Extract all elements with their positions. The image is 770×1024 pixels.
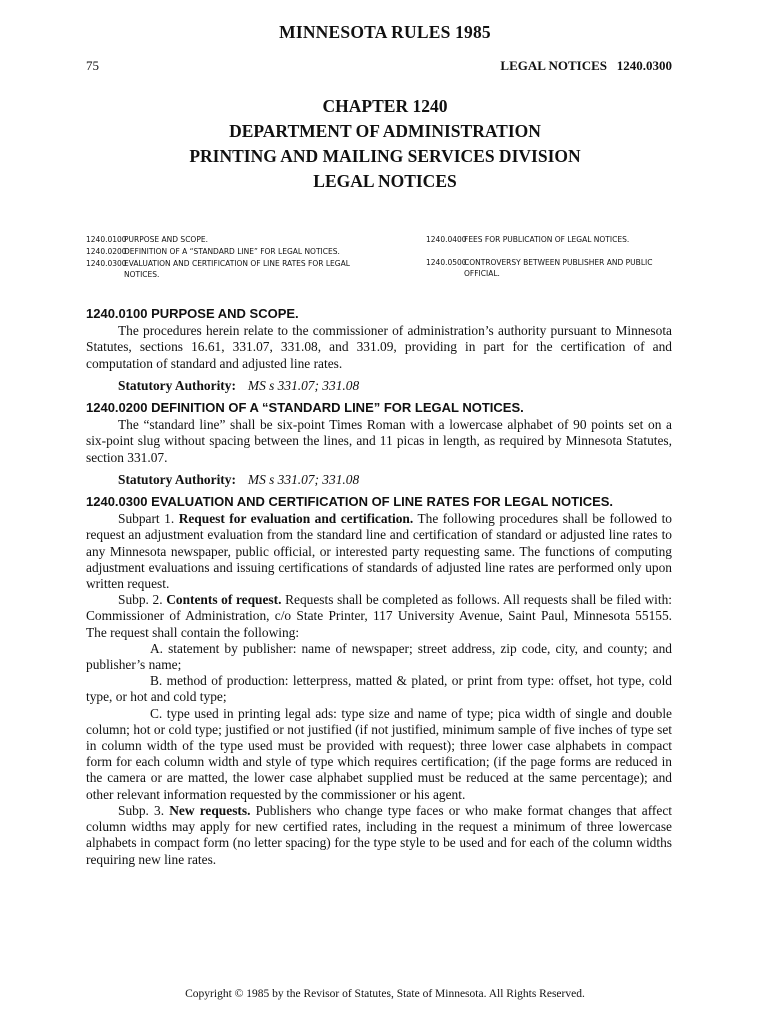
chapter-heading: [0, 94, 770, 194]
statutory-authority: [118, 378, 672, 394]
page-number: 75: [86, 58, 99, 73]
chapter-division: PRINTING AND MAILING SERVICES DIVISION: [189, 146, 581, 166]
toc-entry-number: 1240.0400: [426, 235, 467, 244]
copyright-footer: Copyright © 1985 by the Revisor of Statutes, State of Minnesota. All Rights Reserved.: [185, 988, 585, 1000]
toc-entry-title: CONTROVERSY BETWEEN PUBLISHER AND PUBLIC OFFICIAL.: [464, 258, 653, 278]
section-heading-0300: 1240.0300 EVALUATION AND CERTIFICATION OF LINE RATES FOR LEGAL NOTICES.: [86, 494, 614, 510]
authority-label: Statutory Authority:: [118, 377, 236, 393]
toc-entry: [86, 246, 376, 257]
authority-value: MS s 331.07; 331.08: [247, 377, 360, 393]
subpart-3-text: Publishers who change type faces or who make format changes that affect column widths may apply for new certified rates, including in the request a minimum of three lowercase alphabets in compact form (no letter spacing) for the type style to be used and for each of the column widths requiring new line rates.: [86, 802, 673, 867]
subpart-1: [86, 511, 672, 592]
rules-body: [86, 302, 672, 868]
statutory-authority: [118, 472, 672, 488]
authority-label: Statutory Authority:: [118, 471, 236, 487]
toc-left-column: [86, 234, 376, 281]
authority-value: MS s 331.07; 331.08: [247, 471, 360, 487]
subpart-3: [86, 803, 672, 868]
section-heading-0200: 1240.0200 DEFINITION OF A “STANDARD LINE” FOR LEGAL NOTICES.: [86, 400, 524, 416]
chapter-department: DEPARTMENT OF ADMINISTRATION: [229, 121, 541, 141]
subpart-3-title: New requests.: [169, 802, 251, 818]
toc-entry-title: PURPOSE AND SCOPE.: [124, 235, 208, 244]
toc-entry-title: DEFINITION OF A “STANDARD LINE” FOR LEGAL NOTICES.: [124, 247, 340, 256]
subpart-2-text: Requests shall be completed as follows. All requests shall be filed with: Commissioner of Administration, c/o State Printer, 117 University Avenue, Saint Paul, Minnesota 55155. The request shall contain the following:: [86, 592, 672, 640]
toc-entry: [86, 234, 376, 245]
toc-entry-number: 1240.0500: [426, 258, 467, 267]
toc-entry: [426, 234, 672, 245]
section-label: LEGAL NOTICES 1240.0300: [500, 58, 672, 73]
section-text-0200: The “standard line” shall be six-point Times Roman with a lowercase alphabet of 90 points set on a six-point slug without spacing between the lines, and 11 picas in length, as required by Minnesota Statutes, section 331.07.: [86, 417, 672, 465]
toc-entry-title: EVALUATION AND CERTIFICATION OF LINE RATES FOR LEGAL NOTICES.: [124, 259, 350, 279]
subpart-2-title: Contents of request.: [166, 592, 282, 608]
chapter-number: CHAPTER 1240: [322, 96, 448, 116]
item-a: A. statement by publisher: name of newspaper; street address, zip code, city, and county; and publisher’s name;: [86, 640, 672, 673]
item-c: C. type used in printing legal ads: type size and name of type; pica width of single and double column; hot or cold type; justified or not justified (if not justified, minimum sample of five inches of type set in column width of the type used must be provided with request); three lower case alphabets in compact form for each column width and style of type which requires certification; (if the page forms are reduced in the camera or are matted, the lower case alphabet supplied must be reduced at the same percentage); and other relevant information requested by the commissioner or his agent.: [86, 705, 672, 802]
subpart-1-label: Subpart 1.: [118, 511, 175, 527]
section-text-0100: The procedures herein relate to the commissioner of administration’s authority pursuant to Minnesota Statutes, sections 16.61, 331.07, 331.08, and 331.09, providing in part for the certification of and computation of standard and adjusted line rates.: [86, 323, 672, 371]
toc-entry: [426, 257, 672, 279]
subpart-3-label: Subp. 3.: [118, 802, 165, 818]
toc-entry-number: 1240.0100: [86, 235, 127, 244]
subpart-1-title: Request for evaluation and certification.: [178, 511, 414, 527]
section-heading-0100: 1240.0100 PURPOSE AND SCOPE.: [86, 306, 299, 321]
toc-entry-number: 1240.0300: [86, 259, 127, 268]
toc-entry: [86, 258, 376, 280]
running-title: MINNESOTA RULES 1985: [279, 22, 491, 42]
subpart-1-text: The following procedures shall be followed to request an adjustment evaluation from the standard line and certification of standard or adjusted line rates to any Minnesota newspaper, public official, or interested party requesting same. The functions of computing adjustment evaluations and issuing certifications of standards of adjusted line rates are performed only upon written request.: [86, 511, 672, 592]
subpart-2: [86, 592, 672, 641]
toc-entry-number: 1240.0200: [86, 247, 127, 256]
chapter-subject: LEGAL NOTICES: [313, 171, 457, 191]
subpart-2-label: Subp. 2.: [118, 592, 163, 608]
item-b: B. method of production: letterpress, matted & plated, or print from type: offset, hot type, cold type, or hot and cold type;: [86, 673, 672, 705]
toc-right-column: [426, 234, 672, 280]
toc-entry-title: FEES FOR PUBLICATION OF LEGAL NOTICES.: [464, 235, 630, 244]
